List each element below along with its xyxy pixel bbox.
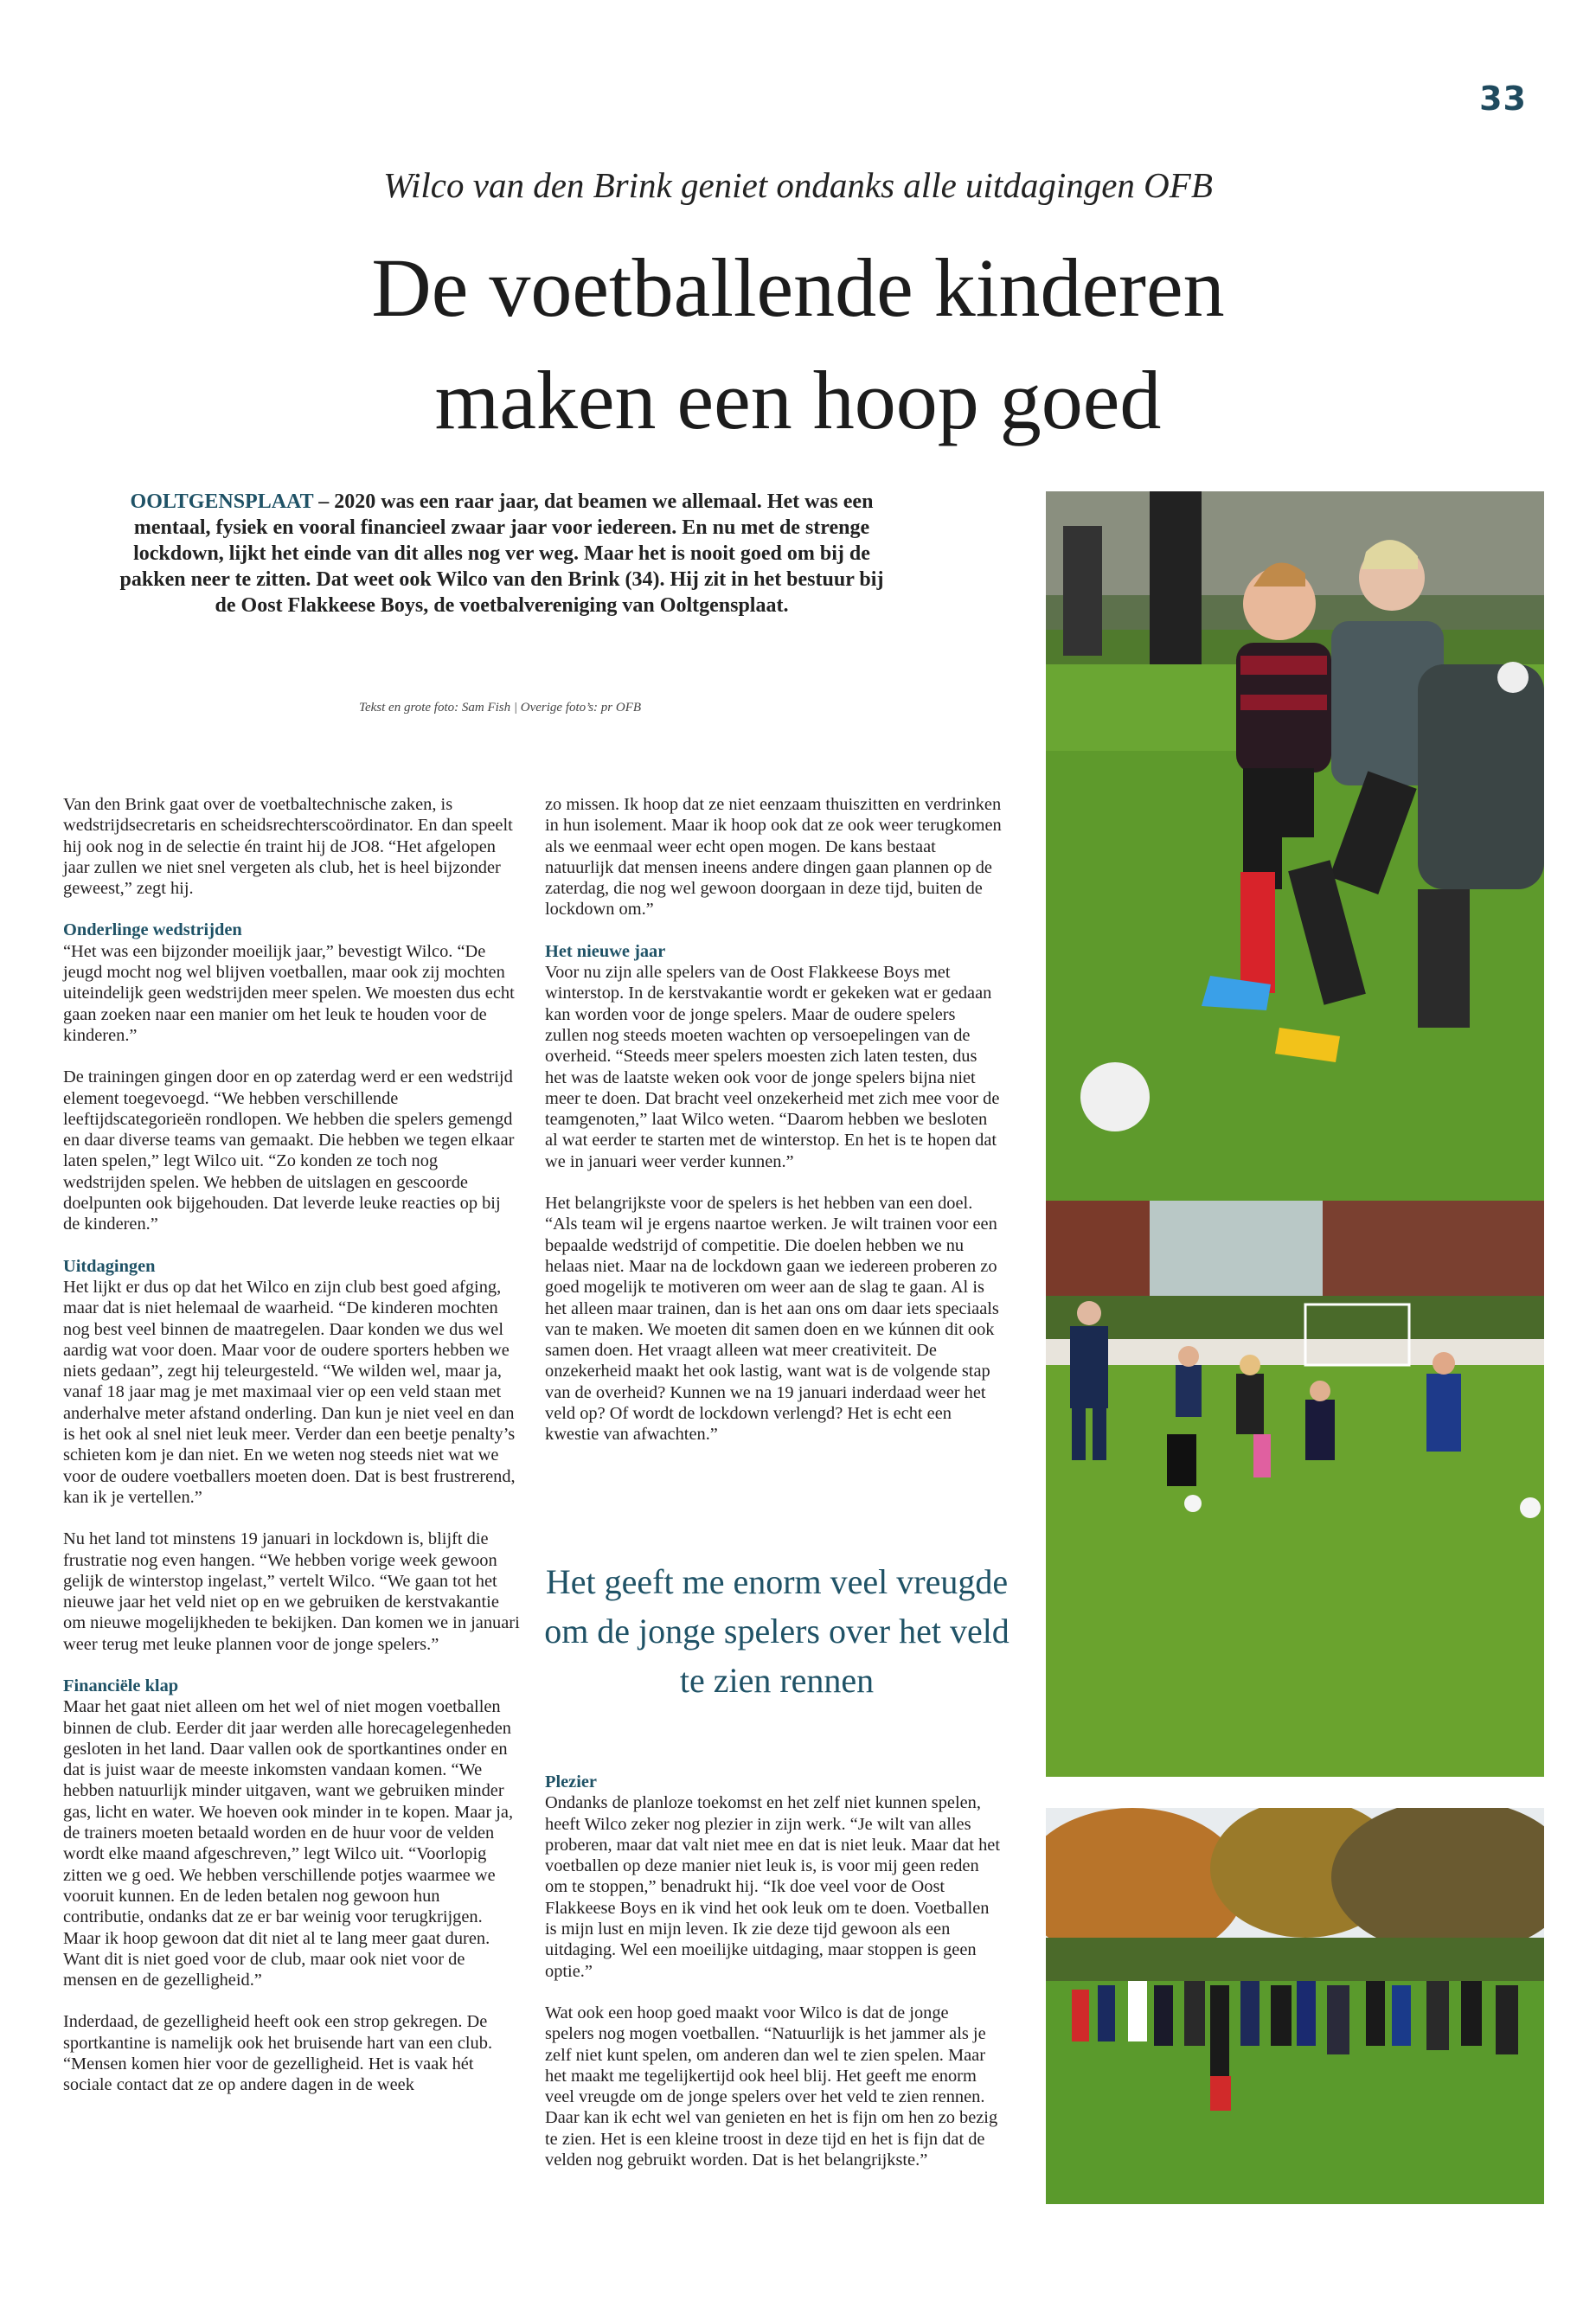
subheading: Onderlinge wedstrijden — [63, 920, 242, 940]
kicker: Wilco van den Brink geniet ondanks alle uitdagingen OFB — [383, 165, 1213, 205]
third-photo-image — [1046, 1808, 1544, 2204]
article-column-2 — [545, 794, 1002, 1466]
headline-line-1: De voetballende kinderen — [371, 241, 1225, 334]
second-photo — [1046, 1201, 1544, 1777]
dateline: OOLTGENSPLAAT — [130, 490, 314, 513]
subheading: Plezier — [545, 1772, 597, 1791]
paragraph: De trainingen gingen door en op zaterdag werd er een wedstrijd element toegevoegd. “We hebben verschillende leeftijdscategorieën rondlopen. We hebben die spelers gemengd en daar diverse teams van gemaakt. Die hebben we tegen elkaar laten spelen,” legt Wilco uit. “Zo konden ze toch nog wedstrijden spelen. We hebben de uitslagen en gescoorde doelpunten ook bijgehouden. Dat leverde leuke reacties op bij de kinderen.” — [63, 1067, 515, 1234]
intro-paragraph — [112, 489, 891, 619]
photo-credit: Tekst en grote foto: Sam Fish | Overige foto’s: pr OFB — [359, 701, 642, 715]
paragraph: zo missen. Ik hoop dat ze niet eenzaam thuiszitten en verdrinken in hun isolement. Maar ik hoop ook dat ze ook weer terugkomen als we eenmaal weer echt open mogen. De kans bestaat natuurlijk dat mensen ineens andere dingen gaan plannen op de zaterdag, die nog wel gewoon doorgaan in deze tijd, buiten de lockdown om.” — [545, 795, 1002, 920]
main-photo — [1046, 491, 1544, 1201]
paragraph: Maar het gaat niet alleen om het wel of niet mogen voetballen binnen de club. Eerder dit jaar werden alle horecagelegenheden gesloten in het land. Daar vallen ook de sportkantines onder en dat is juist waar de meeste inkomsten vandaan komen. “We hebben natuurlijk minder uitgaven, want we gebruiken minder gas, licht en water. We hoeven ook minder in te kopen. Maar ja, de trainers moeten betaald worden en de huur voor de velden wordt elke maand afgeschreven,” legt Wilco uit. “Voorlopig zitten we g oed. We hebben verschillende potjes waarmee we vooruit kunnen. En de leden betalen nog gewoon hun contributie, ondanks dat ze er bar weinig voor terugkrijgen. Maar ik hoop gewoon dat dit niet al te lang meer gaat duren. Want dit is niet goed voor de club, maar ook niet voor de mensen en de gezelligheid.” — [63, 1697, 514, 1990]
intro-text: – 2020 was een raar jaar, dat beamen we allemaal. Het was een mentaal, fysiek en vooral financieel zwaar jaar voor iedereen. En nu met de strenge lockdown, lijkt het einde van dit alles nog ver weg. Maar het is nooit goed om bij de pakken neer te zitten. Dat weet ook Wilco van den Brink (34). Hij zit in het bestuur bij de Oost Flakkeese Boys, de voetbalvereniging van Ooltgensplaat. — [119, 490, 884, 617]
second-photo-image — [1046, 1201, 1544, 1777]
paragraph: Ondanks de planloze toekomst en het zelf niet kunnen spelen, heeft Wilco zeker nog plezier in zijn werk. “Je wilt van alles proberen, maar dat valt niet mee en dat is niet leuk. Maar dat het voetballen op deze manier niet leuk is, is voor mij geen reden om te stoppen,” benadrukt hij. “Ik doe veel voor de Oost Flakkeese Boys en ik vind het ook leuk om te doen. Voetballen is mijn lust en mijn leven. Ik zie deze tijd gewoon als een uitdaging. Wel een moeilijke uitdaging, maar stoppen is geen optie.” — [545, 1793, 1000, 1981]
subheading: Financiële klap — [63, 1676, 179, 1695]
paragraph: Het lijkt er dus op dat het Wilco en zijn club best goed afging, maar dat is niet helemaal de waarheid. “De kinderen mochten nog best veel binnen de maatregelen. Daar konden we dus wel aardig wat voor doen. Maar voor de oudere sporters hebben we niets gedaan”, zegt hij teleurgesteld. “We wilden wel, maar ja, vanaf 18 jaar mag je met maximaal vier op een veld staan met anderhalve meter afstand onderling. Dan kun je niet veel en dan is het ook al snel niet leuk meer. Verder dan een beetje penalty’s schieten kom je dan niet. En we weten nog steeds niet wat we voor de oudere voetballers moeten doen. Dat is best frustrerend, kan ik je vertellen.” — [63, 1277, 516, 1507]
page-number: 33 — [1479, 80, 1527, 118]
subheading: Het nieuwe jaar — [545, 941, 666, 961]
third-photo — [1046, 1808, 1544, 2204]
paragraph: Van den Brink gaat over de voetbaltechnische zaken, is wedstrijdsecretaris en scheidsrechterscoördinator. En dan speelt hij ook nog in de selectie én traint hij de JO8. “Het afgelopen jaar zullen we niet snel vergeten als club, het is heel bijzonder geweest,” zegt hij. — [63, 795, 513, 899]
paragraph: Voor nu zijn alle spelers van de Oost Flakkeese Boys met winterstop. In de kerstvakantie wordt er gekeken wat er gedaan kan worden voor de jonge spelers. Maar de oudere spelers zullen nog steeds moeten wachten op versoepelingen van de overheid. “Steeds meer spelers moesten zich laten testen, dus het was de laatste weken ook voor de jonge spelers bijna niet meer te doen. Dat bracht veel onzekerheid met zich mee voor de teamgenoten,” laat Wilco weten. “Daarom hebben we besloten al wat eerder te starten met de winterstop. En het is te hopen dat we in januari weer verder kunnen.” — [545, 963, 1000, 1171]
paragraph: Wat ook een hoop goed maakt voor Wilco is dat de jonge spelers nog mogen voetballen. “Natuurlijk is het jammer als je zelf niet kunt spelen, om anderen dan wel te zien spelen. Maar het maakt me tegelijkertijd ook heel blij. Het geeft me enorm veel vreugde om de jonge spelers over het veld te zien rennen. Daar kan ik echt wel van genieten en het is fijn om hen zo bezig te zien. Het is een kleine troost in deze tijd en het is fijn dat de velden nog gebruikt worden. Dat is het belangrijkste.” — [545, 2003, 998, 2170]
paragraph: Het belangrijkste voor de spelers is het hebben van een doel. “Als team wil je ergens naartoe werken. Je wilt trainen voor een bepaalde wedstrijd of competitie. Die doelen hebben we nu helaas niet. Maar na de lockdown gaan we iedereen proberen zo goed mogelijk te motiveren om weer aan de slag te gaan. Al is het alleen maar trainen, dan is het aan ons om daar iets speciaals van te maken. We moeten dit samen doen en we kúnnen dit ook samen doen. Het vraagt alleen wat meer creativiteit. De onzekerheid maakt het ook lastig, want wat is de volgende stap van de overheid? Kunnen we na 19 januari inderdaad weer het veld op? Of wordt de lockdown verlengd? Het is echt een kwestie van afwachten.” — [545, 1194, 999, 1445]
headline-line-2: maken een hoop goed — [434, 354, 1162, 446]
headline — [0, 232, 1596, 457]
main-photo-image — [1046, 491, 1544, 1201]
pull-quote: Het geeft me enorm veel vreugde om de jonge spelers over het veld te zien rennen — [544, 1562, 1010, 1700]
paragraph: Inderdaad, de gezelligheid heeft ook een strop gekregen. De sportkantine is namelijk ook het bruisende hart van een club. “Mensen komen hier voor de gezelligheid. Het is vaak hét sociale contact dat ze op andere dagen in de week — [63, 2012, 493, 2095]
article-column-1 — [63, 794, 520, 2117]
paragraph: “Het was een bijzonder moeilijk jaar,” bevestigt Wilco. “De jeugd mocht nog wel blijven voetballen, maar ook zij mochten uiteindelijk geen wedstrijden meer spelen. We moesten dus echt gaan zoeken naar een manier om het leuk te houden voor de kinderen.” — [63, 941, 515, 1045]
subheading: Uitdagingen — [63, 1256, 156, 1276]
paragraph: Nu het land tot minstens 19 januari in lockdown is, blijft die frustratie nog even hangen. “We hebben vorige week gewoon gelijk de winterstop ingelast,” vertelt Wilco. “We gaan tot het nieuwe jaar het veld niet op en we gebruiken de kerstvakantie om nieuwe mogelijkheden te bekijken. Dan komen we in januari weer terug met leuke plannen voor de jonge spelers.” — [63, 1529, 520, 1654]
article-column-2-bottom — [545, 1772, 1002, 2191]
